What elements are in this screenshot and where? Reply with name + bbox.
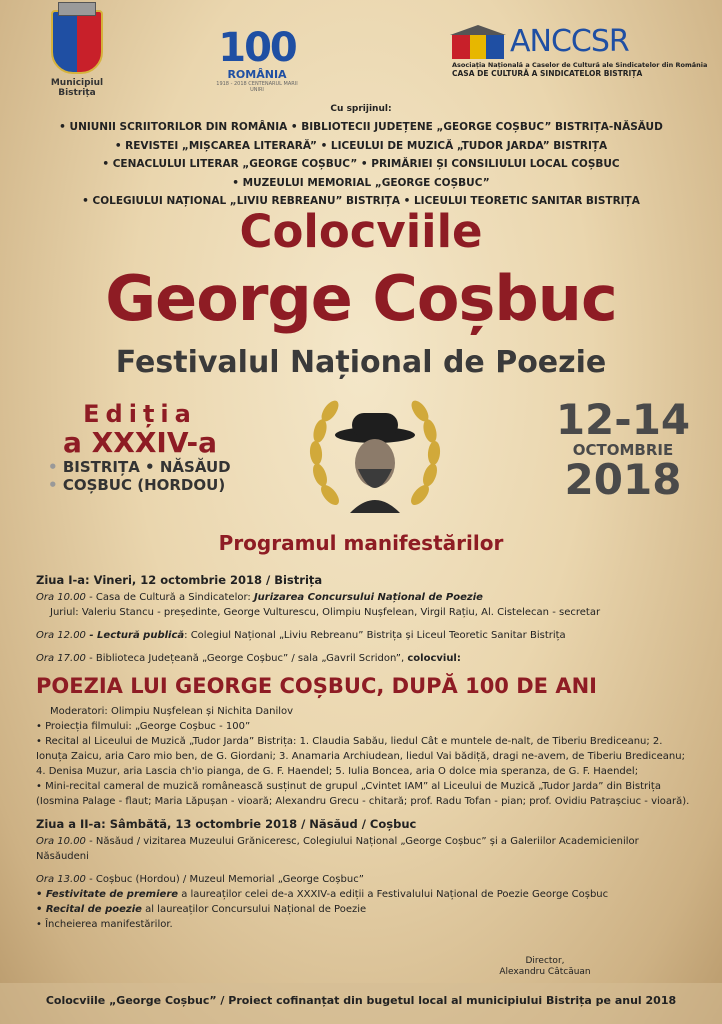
program-item: Ora 12.00 - Lectură publică: Colegiul Național „Liviu Rebreanu” Bistrița și Liceul Teoretic Sanitar Bistrița <box>36 630 566 641</box>
bistrita-label: Municipiul Bistrița <box>50 78 104 98</box>
title-colocviile: Colocviile <box>239 205 483 258</box>
edition-place-1: • BISTRIȚA • NĂSĂUD <box>48 458 231 476</box>
day-2-heading: Ziua a II-a: Sâmbătă, 13 octombrie 2018 / Năsăud / Coșbuc <box>36 817 417 831</box>
date-month: OCTOMBRIE <box>572 441 674 459</box>
centenar-romania: ROMÂNIA <box>227 68 287 81</box>
support-line: • REVISTEI „MIȘCAREA LITERARĂ” • LICEULUI DE MUZICĂ „TUDOR JARDA” BISTRIȚA <box>114 139 608 152</box>
support-line: • UNIUNII SCRIITORILOR DIN ROMÂNIA • BIBLIOTECII JUDEȚENE „GEORGE COȘBUC” BISTRIȚA-NĂSĂUD <box>59 121 663 134</box>
support-list <box>0 100 722 210</box>
support-line: • MUZEULUI MEMORIAL „GEORGE COȘBUC” <box>232 176 490 189</box>
support-heading: Cu sprijinul: <box>330 104 392 114</box>
title-george-cosbuc: George Coșbuc <box>105 262 617 335</box>
program-item: • Recital de poezie al laureaților Concursului Național de Poezie <box>36 904 367 915</box>
bistrita-crest-logo <box>42 10 112 98</box>
program-item: Ora 10.00 - Casa de Cultură a Sindicatelor: Jurizarea Concursului Național de Poezie <box>36 592 483 603</box>
colloquium-title: POEZIA LUI GEORGE COȘBUC, DUPĂ 100 DE ANI <box>36 674 597 698</box>
title-festival: Festivalul Național de Poezie <box>115 345 607 380</box>
edition-place-2: • COȘBUC (HORDOU) <box>48 476 226 494</box>
laurel-wreath-portrait-icon <box>300 395 450 520</box>
anccsr-logo <box>452 24 710 78</box>
coat-of-arms-icon <box>51 10 103 74</box>
anccsr-name: ANCCSR <box>510 24 629 59</box>
edition-word: Ediția <box>83 400 197 428</box>
jury-line: Juriul: Valeriu Stancu - președinte, George Vulturescu, Olimpiu Nușfelean, Virgil Rațiu, Al. Cistelecan - secretar <box>50 607 601 618</box>
centenar-sub: 1918 - 2018 CENTENARUL MARII UNIRI <box>216 81 298 93</box>
program-heading: Programul manifestărilor <box>218 531 504 555</box>
event-dates <box>548 395 698 504</box>
program-item: • Festivitate de premiere a laureaților celei de-a XXXIV-a ediții a Festivalului Național de Poezie George Coșbuc <box>36 889 609 900</box>
footer-note: Colocviile „George Coșbuc” / Proiect cofinanțat din bugetul local al municipiului Bistrița pe anul 2018 <box>45 994 677 1007</box>
program-item: • Încheierea manifestărilor. <box>36 919 173 930</box>
anccsr-mark-icon <box>452 25 504 59</box>
date-days: 12-14 <box>555 395 691 444</box>
director-signature <box>480 956 610 978</box>
film-line: • Proiecția filmului: „George Coșbuc - 100” <box>36 721 251 732</box>
director-name: Alexandru Câtcăuan <box>499 967 591 977</box>
program-item: Ora 13.00 - Coșbuc (Hordou) / Muzeul Memorial „George Coșbuc” <box>36 874 364 885</box>
director-title: Director, <box>525 956 565 966</box>
program-body <box>36 573 692 932</box>
date-year: 2018 <box>564 455 682 504</box>
centenar-logo <box>212 25 302 93</box>
anccsr-line2: CASA DE CULTURĂ A SINDICATELOR BISTRIȚA <box>452 69 643 78</box>
moderators-line: Moderatori: Olimpiu Nușfelean și Nichita Danilov <box>50 706 294 717</box>
program-item: Ora 10.00 - Năsăud / vizitarea Muzeului Grăniceresc, Colegiului Național „George Coșbuc” și a Galeriilor Academicienilor Năsăudeni <box>36 836 639 862</box>
edition-number: a XXXIV-a <box>63 426 217 459</box>
minirecital-line: • Mini-recital cameral de muzică românească susținut de grupul „Cvintet IAM” al Liceului de Muzică „Tudor Jarda” din Bistrița (Iosmina Palage - flaut; Maria Lăpușan - vioară; Alexandru Grecu - chitară; prof. Radu Tofan - pian; prof. Ovidiu Patrașciuc - vioară). <box>36 781 690 807</box>
edition-block <box>40 400 240 494</box>
program-item: Ora 17.00 - Biblioteca Județeană „George Coșbuc” / sala „Gavril Scridon”, colocviul: <box>36 653 461 664</box>
anccsr-line1: Asociația Națională a Caselor de Cultură ale Sindicatelor din România <box>452 61 708 69</box>
day-1-heading: Ziua I-a: Vineri, 12 octombrie 2018 / Bistrița <box>36 573 323 587</box>
support-line: • COLEGIULUI NAȚIONAL „LIVIU REBREANU” BISTRIȚA • LICEULUI TEORETIC SANITAR BISTRIȚA <box>82 195 640 208</box>
centenar-number: 100 <box>218 25 296 71</box>
recital-line: • Recital al Liceului de Muzică „Tudor Jarda” Bistrița: 1. Claudia Sabău, liedul Cât e muntele de-nalt, de Tiberiu Brediceanu; 2. Ionuța Zaicu, aria Caro mio ben, de G. Giordani; 3. Anamaria Archiudean, liedul Vai bădiță, dragi ne-avem, de Tiberiu Brediceanu; 4. Denisa Muzur, aria Lascia ch'io pianga, de G. F. Haendel; 5. Iulia Boncea, aria O dolce mia speranza, de G. F. Haendel; <box>36 736 685 777</box>
support-line: • CENACLULUI LITERAR „GEORGE COȘBUC” • PRIMĂRIEI ȘI CONSILIULUI LOCAL COȘBUC <box>102 158 620 171</box>
